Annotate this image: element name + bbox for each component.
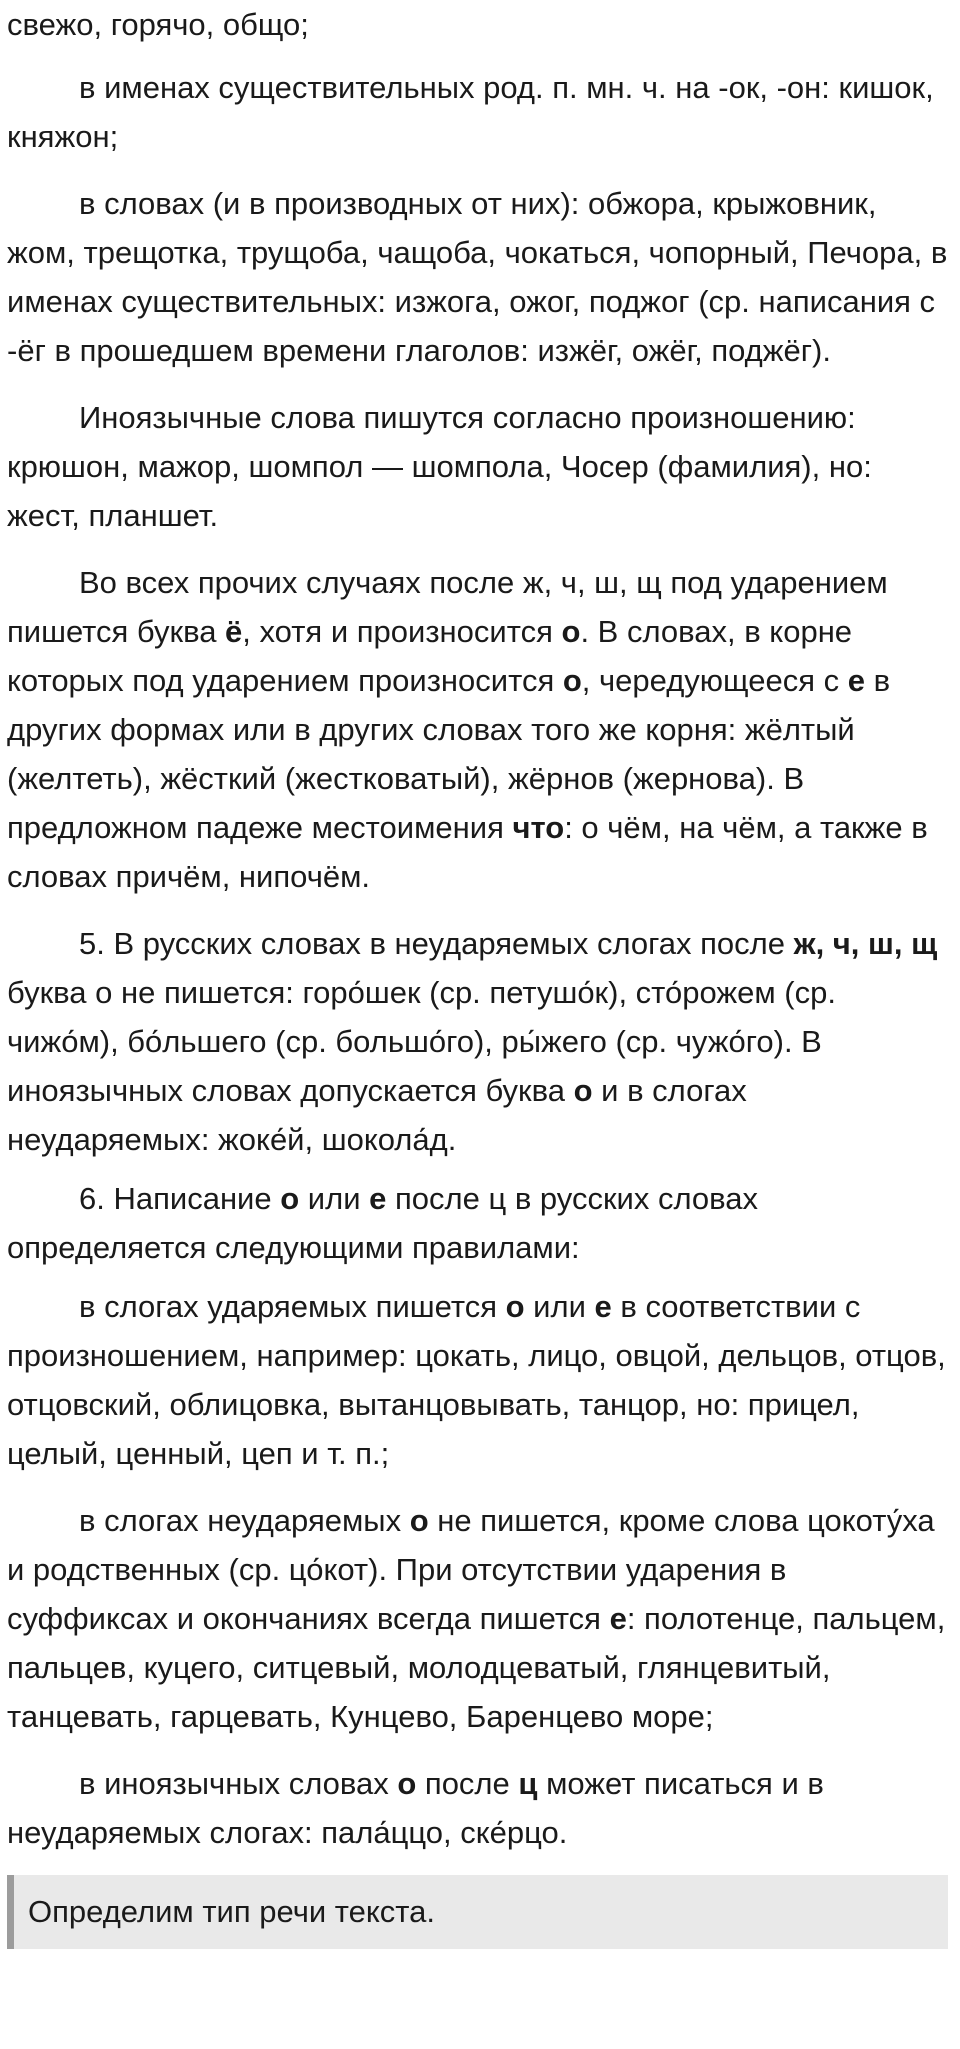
bold-segment: о bbox=[573, 1073, 593, 1108]
paragraph-foreign-after-ts bbox=[7, 1759, 960, 1857]
text-segment: в слогах неударяемых bbox=[79, 1503, 410, 1538]
text-segment: свежо, горячо, общо; bbox=[7, 7, 309, 42]
paragraph-adverbs bbox=[7, 0, 960, 49]
callout-box bbox=[7, 1875, 948, 1949]
text-segment: после ц в русских словах определяется следующими правилами: bbox=[7, 1181, 758, 1265]
paragraph-other-cases bbox=[7, 558, 960, 901]
bold-segment: е bbox=[609, 1601, 627, 1636]
paragraph-word-list bbox=[7, 179, 960, 375]
bold-segment: о bbox=[397, 1766, 417, 1801]
text-segment: после bbox=[416, 1766, 519, 1801]
text-segment: в других формах или в других словах того же корня: жёлтый (желтеть), жёсткий (жестковатый), жёрнов (жернова). В предложном падеже местоимения bbox=[7, 663, 891, 845]
text-segment: : полотенце, пальцем, пальцев, куцего, ситцевый, молодцеватый, глянцевитый, танцевать, гарцевать, Кунцево, Баренцево море; bbox=[7, 1601, 946, 1734]
bold-segment: о bbox=[409, 1503, 429, 1538]
text-segment: может писаться и в неударяемых слогах: пала́ццо, ске́рцо. bbox=[7, 1766, 824, 1850]
paragraph-unstressed-syllables bbox=[7, 1496, 960, 1741]
text-segment: 5. В русских словах в неударяемых слогах после bbox=[79, 926, 794, 961]
text-segment: Иноязычные слова пишутся согласно произношению: крюшон, мажор, шомпол — шомпола, Чосер (фамилия), но: жест, планшет. bbox=[7, 400, 872, 533]
text-segment: в словах (и в производных от них): обжора, крыжовник, жом, трещотка, трущоба, чащоба, чокаться, чопорный, Печора, в именах существительных: изжога, ожог, поджог (ср. написания с -ёг в прошедшем времени глаголов: изжёг, ожёг, поджёг). bbox=[7, 186, 948, 368]
bold-segment: о bbox=[561, 614, 581, 649]
text-body bbox=[7, 0, 960, 1857]
bold-segment: ё bbox=[225, 614, 243, 649]
text-segment: буква о не пишется: горо́шек (ср. петушо́к), сто́рожем (ср. чижо́м), бо́льшего (ср. большо́го), ры́жего (ср. чужо́го). В иноязычных словах допускается буква bbox=[7, 975, 836, 1108]
paragraph-rule-5 bbox=[7, 919, 960, 1164]
text-segment: или bbox=[524, 1289, 595, 1324]
text-segment: в соответствии с произношением, например: цокать, лицо, овцой, дельцов, отцов, отцовский, облицовка, вытанцовывать, танцор, но: прицел, целый, ценный, цеп и т. п.; bbox=[7, 1289, 946, 1471]
bold-segment: е bbox=[369, 1181, 387, 1216]
text-segment: или bbox=[299, 1181, 370, 1216]
text-segment: Во всех прочих случаях после ж, ч, ш, щ под ударением пишется буква bbox=[7, 565, 888, 649]
paragraph-rule-6 bbox=[7, 1174, 960, 1272]
bold-segment: ж, ч, ш, щ bbox=[793, 926, 938, 961]
text-segment: и в слогах неударяемых: жоке́й, шокола́д. bbox=[7, 1073, 747, 1157]
text-segment: . В словах, в корне которых под ударением произносится bbox=[7, 614, 853, 698]
text-segment: в слогах ударяемых пишется bbox=[79, 1289, 506, 1324]
paragraph-genitive-plural bbox=[7, 63, 960, 161]
text-segment: , чередующееся с bbox=[581, 663, 848, 698]
bold-segment: ц bbox=[518, 1766, 538, 1801]
text-segment: , хотя и произносится bbox=[242, 614, 562, 649]
paragraph-foreign-words bbox=[7, 393, 960, 540]
bold-segment: о bbox=[280, 1181, 300, 1216]
text-segment: в именах существительных род. п. мн. ч. на -ок, -он: кишок, княжон; bbox=[7, 70, 934, 154]
text-segment: в иноязычных словах bbox=[79, 1766, 398, 1801]
text-segment: не пишется, кроме слова цокоту́ха и родственных (ср. цо́кот). При отсутствии ударения в суффиксах и окончаниях всегда пишется bbox=[7, 1503, 935, 1636]
text-segment: 6. Написание bbox=[79, 1181, 281, 1216]
callout-text: Определим тип речи текста. bbox=[28, 1894, 435, 1929]
bold-segment: о bbox=[505, 1289, 525, 1324]
bold-segment: е bbox=[847, 663, 865, 698]
bold-segment: о bbox=[562, 663, 582, 698]
bold-segment: е bbox=[594, 1289, 612, 1324]
paragraph-stressed-syllables bbox=[7, 1282, 960, 1478]
bold-segment: что bbox=[512, 810, 565, 845]
text-segment: : о чём, на чём, а также в словах причём, нипочём. bbox=[7, 810, 928, 894]
